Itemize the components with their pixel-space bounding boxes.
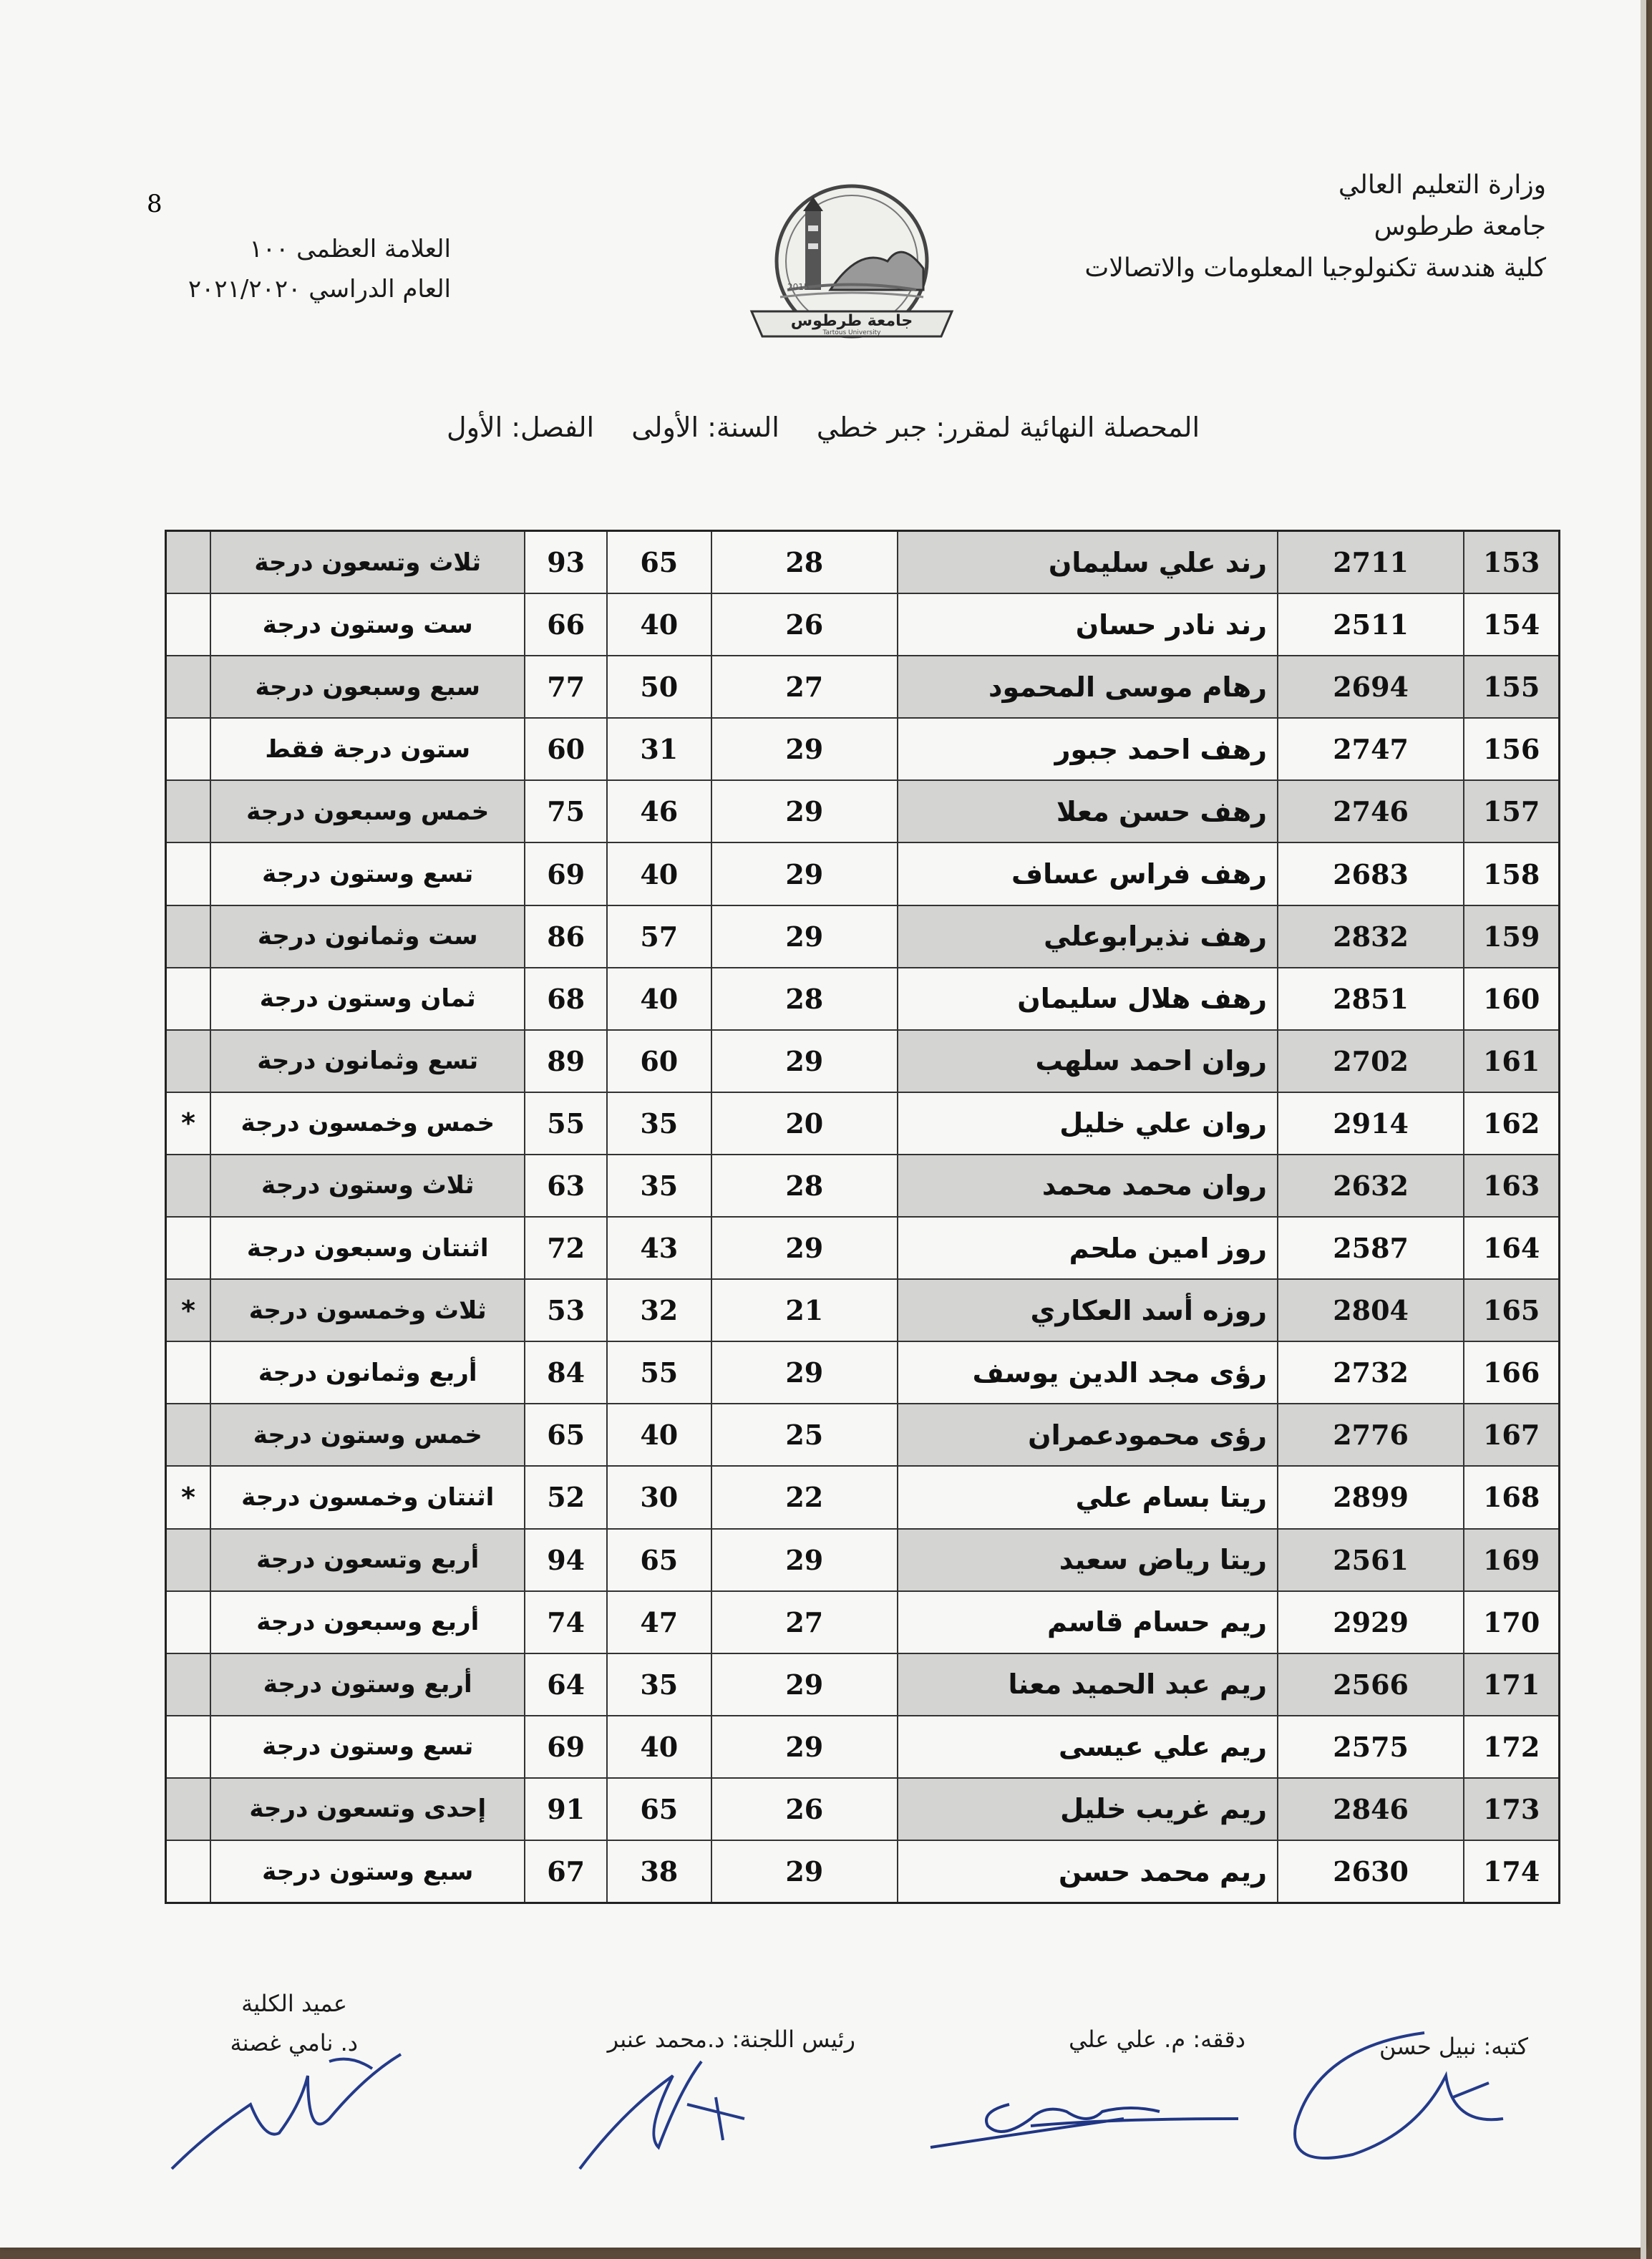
seq-cell: 169 xyxy=(1464,1529,1559,1591)
student-name-cell: روان محمد محمد xyxy=(898,1155,1278,1217)
seq-cell: 154 xyxy=(1464,593,1559,656)
table-row xyxy=(166,905,1560,968)
total-mark-cell: 93 xyxy=(525,531,607,594)
student-name-cell: ريم علي عيسى xyxy=(898,1716,1278,1778)
logo-title: جامعة طرطوس xyxy=(790,312,913,330)
table-row xyxy=(166,1279,1560,1341)
dean-title: عميد الكلية xyxy=(241,1990,347,2017)
student-name-cell: رهف حسن معلا xyxy=(898,780,1278,842)
coursework-mark-cell: 29 xyxy=(711,905,898,968)
seq-cell: 158 xyxy=(1464,842,1559,905)
student-name-cell: ريم غريب خليل xyxy=(898,1778,1278,1840)
total-mark-cell: 89 xyxy=(525,1030,607,1092)
student-name-cell: روان علي خليل xyxy=(898,1092,1278,1155)
coursework-mark-cell: 20 xyxy=(711,1092,898,1155)
exam-mark-cell: 55 xyxy=(607,1341,711,1404)
logo-year: 2015 xyxy=(787,282,810,292)
exam-mark-cell: 35 xyxy=(607,1653,711,1716)
student-id-cell: 2899 xyxy=(1278,1466,1464,1528)
table-row xyxy=(166,1466,1560,1528)
total-in-words-cell: ستون درجة فقط xyxy=(210,718,525,780)
coursework-mark-cell: 25 xyxy=(711,1404,898,1466)
total-mark-cell: 65 xyxy=(525,1404,607,1466)
student-id-cell: 2851 xyxy=(1278,968,1464,1030)
total-in-words-cell: خمس وخمسون درجة xyxy=(210,1092,525,1155)
exam-mark-cell: 32 xyxy=(607,1279,711,1341)
student-name-cell: ريم عبد الحميد معنا xyxy=(898,1653,1278,1716)
total-in-words-cell: تسع وستون درجة xyxy=(210,842,525,905)
seq-cell: 164 xyxy=(1464,1217,1559,1279)
exam-mark-cell: 43 xyxy=(607,1217,711,1279)
student-name-cell: ريم حسام قاسم xyxy=(898,1591,1278,1653)
note-mark-cell xyxy=(166,531,211,594)
exam-mark-cell: 30 xyxy=(607,1466,711,1528)
dean-name: د. نامي غصنة xyxy=(230,2029,358,2056)
exam-mark-cell: 47 xyxy=(607,1591,711,1653)
exam-mark-cell: 40 xyxy=(607,968,711,1030)
seq-cell: 161 xyxy=(1464,1030,1559,1092)
seq-cell: 156 xyxy=(1464,718,1559,780)
seq-cell: 163 xyxy=(1464,1155,1559,1217)
note-mark-cell: * xyxy=(166,1092,211,1155)
student-id-cell: 2561 xyxy=(1278,1529,1464,1591)
exam-mark-cell: 38 xyxy=(607,1840,711,1903)
coursework-mark-cell: 27 xyxy=(711,1591,898,1653)
note-mark-cell xyxy=(166,1341,211,1404)
exam-info-header xyxy=(143,229,451,309)
committee-head: رئيس اللجنة: د.محمد عنبر xyxy=(607,2026,855,2053)
coursework-mark-cell: 29 xyxy=(711,1341,898,1404)
table-row xyxy=(166,656,1560,718)
coursework-mark-cell: 28 xyxy=(711,968,898,1030)
max-mark: العلامة العظمى ١٠٠ xyxy=(249,235,451,263)
seq-cell: 160 xyxy=(1464,968,1559,1030)
study-year: السنة: الأولى xyxy=(631,412,779,443)
student-name-cell: رهف نذيرابوعلي xyxy=(898,905,1278,968)
grades-table xyxy=(165,530,1560,1904)
table-row xyxy=(166,968,1560,1030)
coursework-mark-cell: 27 xyxy=(711,656,898,718)
student-id-cell: 2511 xyxy=(1278,593,1464,656)
total-mark-cell: 84 xyxy=(525,1341,607,1404)
coursework-mark-cell: 22 xyxy=(711,1466,898,1528)
table-row xyxy=(166,1217,1560,1279)
total-in-words-cell: ثلاث وخمسون درجة xyxy=(210,1279,525,1341)
table-row xyxy=(166,780,1560,842)
total-in-words-cell: ثمان وستون درجة xyxy=(210,968,525,1030)
table-row xyxy=(166,1030,1560,1092)
seq-cell: 171 xyxy=(1464,1653,1559,1716)
seq-cell: 165 xyxy=(1464,1279,1559,1341)
university-logo xyxy=(737,183,966,361)
total-mark-cell: 69 xyxy=(525,842,607,905)
ministry-name: وزارة التعليم العالي xyxy=(1338,170,1546,200)
total-mark-cell: 66 xyxy=(525,593,607,656)
student-id-cell: 2702 xyxy=(1278,1030,1464,1092)
student-name-cell: روزه أسد العكاري xyxy=(898,1279,1278,1341)
student-name-cell: رؤى محمودعمران xyxy=(898,1404,1278,1466)
student-id-cell: 2746 xyxy=(1278,780,1464,842)
note-mark-cell xyxy=(166,1529,211,1591)
student-name-cell: ريتا بسام علي xyxy=(898,1466,1278,1528)
student-id-cell: 2929 xyxy=(1278,1591,1464,1653)
seq-cell: 167 xyxy=(1464,1404,1559,1466)
total-in-words-cell: تسع وثمانون درجة xyxy=(210,1030,525,1092)
note-mark-cell xyxy=(166,593,211,656)
table-row xyxy=(166,842,1560,905)
seq-cell: 157 xyxy=(1464,780,1559,842)
table-row xyxy=(166,1653,1560,1716)
exam-mark-cell: 46 xyxy=(607,780,711,842)
seq-cell: 153 xyxy=(1464,531,1559,594)
coursework-mark-cell: 29 xyxy=(711,1716,898,1778)
coursework-mark-cell: 26 xyxy=(711,593,898,656)
table-row xyxy=(166,593,1560,656)
total-mark-cell: 52 xyxy=(525,1466,607,1528)
student-id-cell: 2566 xyxy=(1278,1653,1464,1716)
exam-mark-cell: 40 xyxy=(607,1404,711,1466)
coursework-mark-cell: 29 xyxy=(711,718,898,780)
table-row xyxy=(166,1778,1560,1840)
total-mark-cell: 74 xyxy=(525,1591,607,1653)
seq-cell: 159 xyxy=(1464,905,1559,968)
student-name-cell: روان احمد سلهب xyxy=(898,1030,1278,1092)
semester: الفصل: الأول xyxy=(446,412,595,443)
total-mark-cell: 53 xyxy=(525,1279,607,1341)
exam-mark-cell: 65 xyxy=(607,1529,711,1591)
note-mark-cell xyxy=(166,1653,211,1716)
total-mark-cell: 77 xyxy=(525,656,607,718)
page-edge xyxy=(1641,0,1646,2259)
table-row xyxy=(166,1716,1560,1778)
total-in-words-cell: تسع وستون درجة xyxy=(210,1716,525,1778)
student-name-cell: رهف احمد جبور xyxy=(898,718,1278,780)
faculty-name: كلية هندسة تكنولوجيا المعلومات والاتصالات xyxy=(1084,253,1546,283)
note-mark-cell xyxy=(166,1840,211,1903)
table-row xyxy=(166,1591,1560,1653)
table-row xyxy=(166,1341,1560,1404)
student-name-cell: رند علي سليمان xyxy=(898,531,1278,594)
university-name: جامعة طرطوس xyxy=(1374,212,1546,241)
coursework-mark-cell: 26 xyxy=(711,1778,898,1840)
total-mark-cell: 64 xyxy=(525,1653,607,1716)
total-in-words-cell: اثنتان وخمسون درجة xyxy=(210,1466,525,1528)
student-name-cell: روز امين ملحم xyxy=(898,1217,1278,1279)
exam-mark-cell: 31 xyxy=(607,718,711,780)
note-mark-cell xyxy=(166,1404,211,1466)
academic-year: العام الدراسي ٢٠٢١/٢٠٢٠ xyxy=(188,275,451,303)
table-row xyxy=(166,1840,1560,1903)
seq-cell: 174 xyxy=(1464,1840,1559,1903)
grades-table-body xyxy=(166,531,1560,1903)
total-mark-cell: 91 xyxy=(525,1778,607,1840)
table-row xyxy=(166,1404,1560,1466)
student-id-cell: 2804 xyxy=(1278,1279,1464,1341)
note-mark-cell xyxy=(166,968,211,1030)
coursework-mark-cell: 29 xyxy=(711,780,898,842)
seq-cell: 168 xyxy=(1464,1466,1559,1528)
student-id-cell: 2776 xyxy=(1278,1404,1464,1466)
exam-mark-cell: 60 xyxy=(607,1030,711,1092)
note-mark-cell xyxy=(166,1030,211,1092)
table-row xyxy=(166,1529,1560,1591)
total-in-words-cell: خمس وسبعون درجة xyxy=(210,780,525,842)
total-in-words-cell: أربع وثمانون درجة xyxy=(210,1341,525,1404)
student-id-cell: 2632 xyxy=(1278,1155,1464,1217)
dean-signature xyxy=(165,2033,422,2176)
exam-mark-cell: 50 xyxy=(607,656,711,718)
note-mark-cell: * xyxy=(166,1279,211,1341)
student-name-cell: رؤى مجد الدين يوسف xyxy=(898,1341,1278,1404)
exam-mark-cell: 57 xyxy=(607,905,711,968)
student-id-cell: 2694 xyxy=(1278,656,1464,718)
written-by: كتبه: نبيل حسن xyxy=(1379,2033,1528,2060)
student-name-cell: ريم محمد حسن xyxy=(898,1840,1278,1903)
total-mark-cell: 60 xyxy=(525,718,607,780)
table-row xyxy=(166,1155,1560,1217)
student-name-cell: ريتا رياض سعيد xyxy=(898,1529,1278,1591)
exam-mark-cell: 40 xyxy=(607,1716,711,1778)
note-mark-cell xyxy=(166,1217,211,1279)
exam-mark-cell: 65 xyxy=(607,1778,711,1840)
student-id-cell: 2914 xyxy=(1278,1092,1464,1155)
total-in-words-cell: ثلاث وتسعون درجة xyxy=(210,531,525,594)
note-mark-cell xyxy=(166,842,211,905)
coursework-mark-cell: 29 xyxy=(711,1217,898,1279)
note-mark-cell xyxy=(166,656,211,718)
student-id-cell: 2832 xyxy=(1278,905,1464,968)
total-mark-cell: 72 xyxy=(525,1217,607,1279)
seq-cell: 172 xyxy=(1464,1716,1559,1778)
student-id-cell: 2732 xyxy=(1278,1341,1464,1404)
course-title: المحصلة النهائية لمقرر: جبر خطي xyxy=(816,412,1200,443)
seq-cell: 173 xyxy=(1464,1778,1559,1840)
institution-header xyxy=(1084,165,1546,289)
table-row xyxy=(166,1092,1560,1155)
total-mark-cell: 63 xyxy=(525,1155,607,1217)
total-in-words-cell: أربع وستون درجة xyxy=(210,1653,525,1716)
exam-mark-cell: 40 xyxy=(607,842,711,905)
student-name-cell: رهام موسى المحمود xyxy=(898,656,1278,718)
student-id-cell: 2846 xyxy=(1278,1778,1464,1840)
student-id-cell: 2747 xyxy=(1278,718,1464,780)
total-mark-cell: 94 xyxy=(525,1529,607,1591)
total-mark-cell: 55 xyxy=(525,1092,607,1155)
committee-signature xyxy=(573,2047,759,2176)
coursework-mark-cell: 29 xyxy=(711,1529,898,1591)
logo-subtitle: Tartous University xyxy=(822,329,881,336)
total-in-words-cell: أربع وتسعون درجة xyxy=(210,1529,525,1591)
total-mark-cell: 75 xyxy=(525,780,607,842)
total-in-words-cell: خمس وستون درجة xyxy=(210,1404,525,1466)
coursework-mark-cell: 21 xyxy=(711,1279,898,1341)
total-in-words-cell: أربع وسبعون درجة xyxy=(210,1591,525,1653)
coursework-mark-cell: 29 xyxy=(711,1653,898,1716)
exam-mark-cell: 35 xyxy=(607,1155,711,1217)
coursework-mark-cell: 29 xyxy=(711,1840,898,1903)
note-mark-cell xyxy=(166,905,211,968)
total-in-words-cell: ست وثمانون درجة xyxy=(210,905,525,968)
total-mark-cell: 69 xyxy=(525,1716,607,1778)
exam-mark-cell: 40 xyxy=(607,593,711,656)
student-id-cell: 2575 xyxy=(1278,1716,1464,1778)
seq-cell: 170 xyxy=(1464,1591,1559,1653)
exam-mark-cell: 65 xyxy=(607,531,711,594)
coursework-mark-cell: 29 xyxy=(711,1030,898,1092)
student-name-cell: رهف هلال سليمان xyxy=(898,968,1278,1030)
coursework-mark-cell: 28 xyxy=(711,531,898,594)
total-in-words-cell: إحدى وتسعون درجة xyxy=(210,1778,525,1840)
checker-signature xyxy=(923,2061,1260,2162)
document-title xyxy=(0,412,1646,443)
student-name-cell: رهف فراس عساف xyxy=(898,842,1278,905)
student-id-cell: 2683 xyxy=(1278,842,1464,905)
total-in-words-cell: ثلاث وستون درجة xyxy=(210,1155,525,1217)
total-in-words-cell: ست وستون درجة xyxy=(210,593,525,656)
page-number: 8 xyxy=(147,190,162,218)
note-mark-cell xyxy=(166,1591,211,1653)
student-name-cell: رند نادر حسان xyxy=(898,593,1278,656)
total-mark-cell: 68 xyxy=(525,968,607,1030)
table-row xyxy=(166,531,1560,594)
seq-cell: 162 xyxy=(1464,1092,1559,1155)
total-mark-cell: 67 xyxy=(525,1840,607,1903)
seq-cell: 166 xyxy=(1464,1341,1559,1404)
total-in-words-cell: اثنتان وسبعون درجة xyxy=(210,1217,525,1279)
note-mark-cell xyxy=(166,718,211,780)
writer-signature xyxy=(1274,2018,1546,2183)
student-id-cell: 2711 xyxy=(1278,531,1464,594)
coursework-mark-cell: 29 xyxy=(711,842,898,905)
note-mark-cell xyxy=(166,780,211,842)
seq-cell: 155 xyxy=(1464,656,1559,718)
student-id-cell: 2587 xyxy=(1278,1217,1464,1279)
note-mark-cell: * xyxy=(166,1466,211,1528)
student-id-cell: 2630 xyxy=(1278,1840,1464,1903)
note-mark-cell xyxy=(166,1778,211,1840)
total-mark-cell: 86 xyxy=(525,905,607,968)
total-in-words-cell: سبع وستون درجة xyxy=(210,1840,525,1903)
note-mark-cell xyxy=(166,1155,211,1217)
checked-by: دققه: م. علي علي xyxy=(1069,2026,1245,2053)
exam-mark-cell: 35 xyxy=(607,1092,711,1155)
total-in-words-cell: سبع وسبعون درجة xyxy=(210,656,525,718)
note-mark-cell xyxy=(166,1716,211,1778)
coursework-mark-cell: 28 xyxy=(711,1155,898,1217)
table-row xyxy=(166,718,1560,780)
